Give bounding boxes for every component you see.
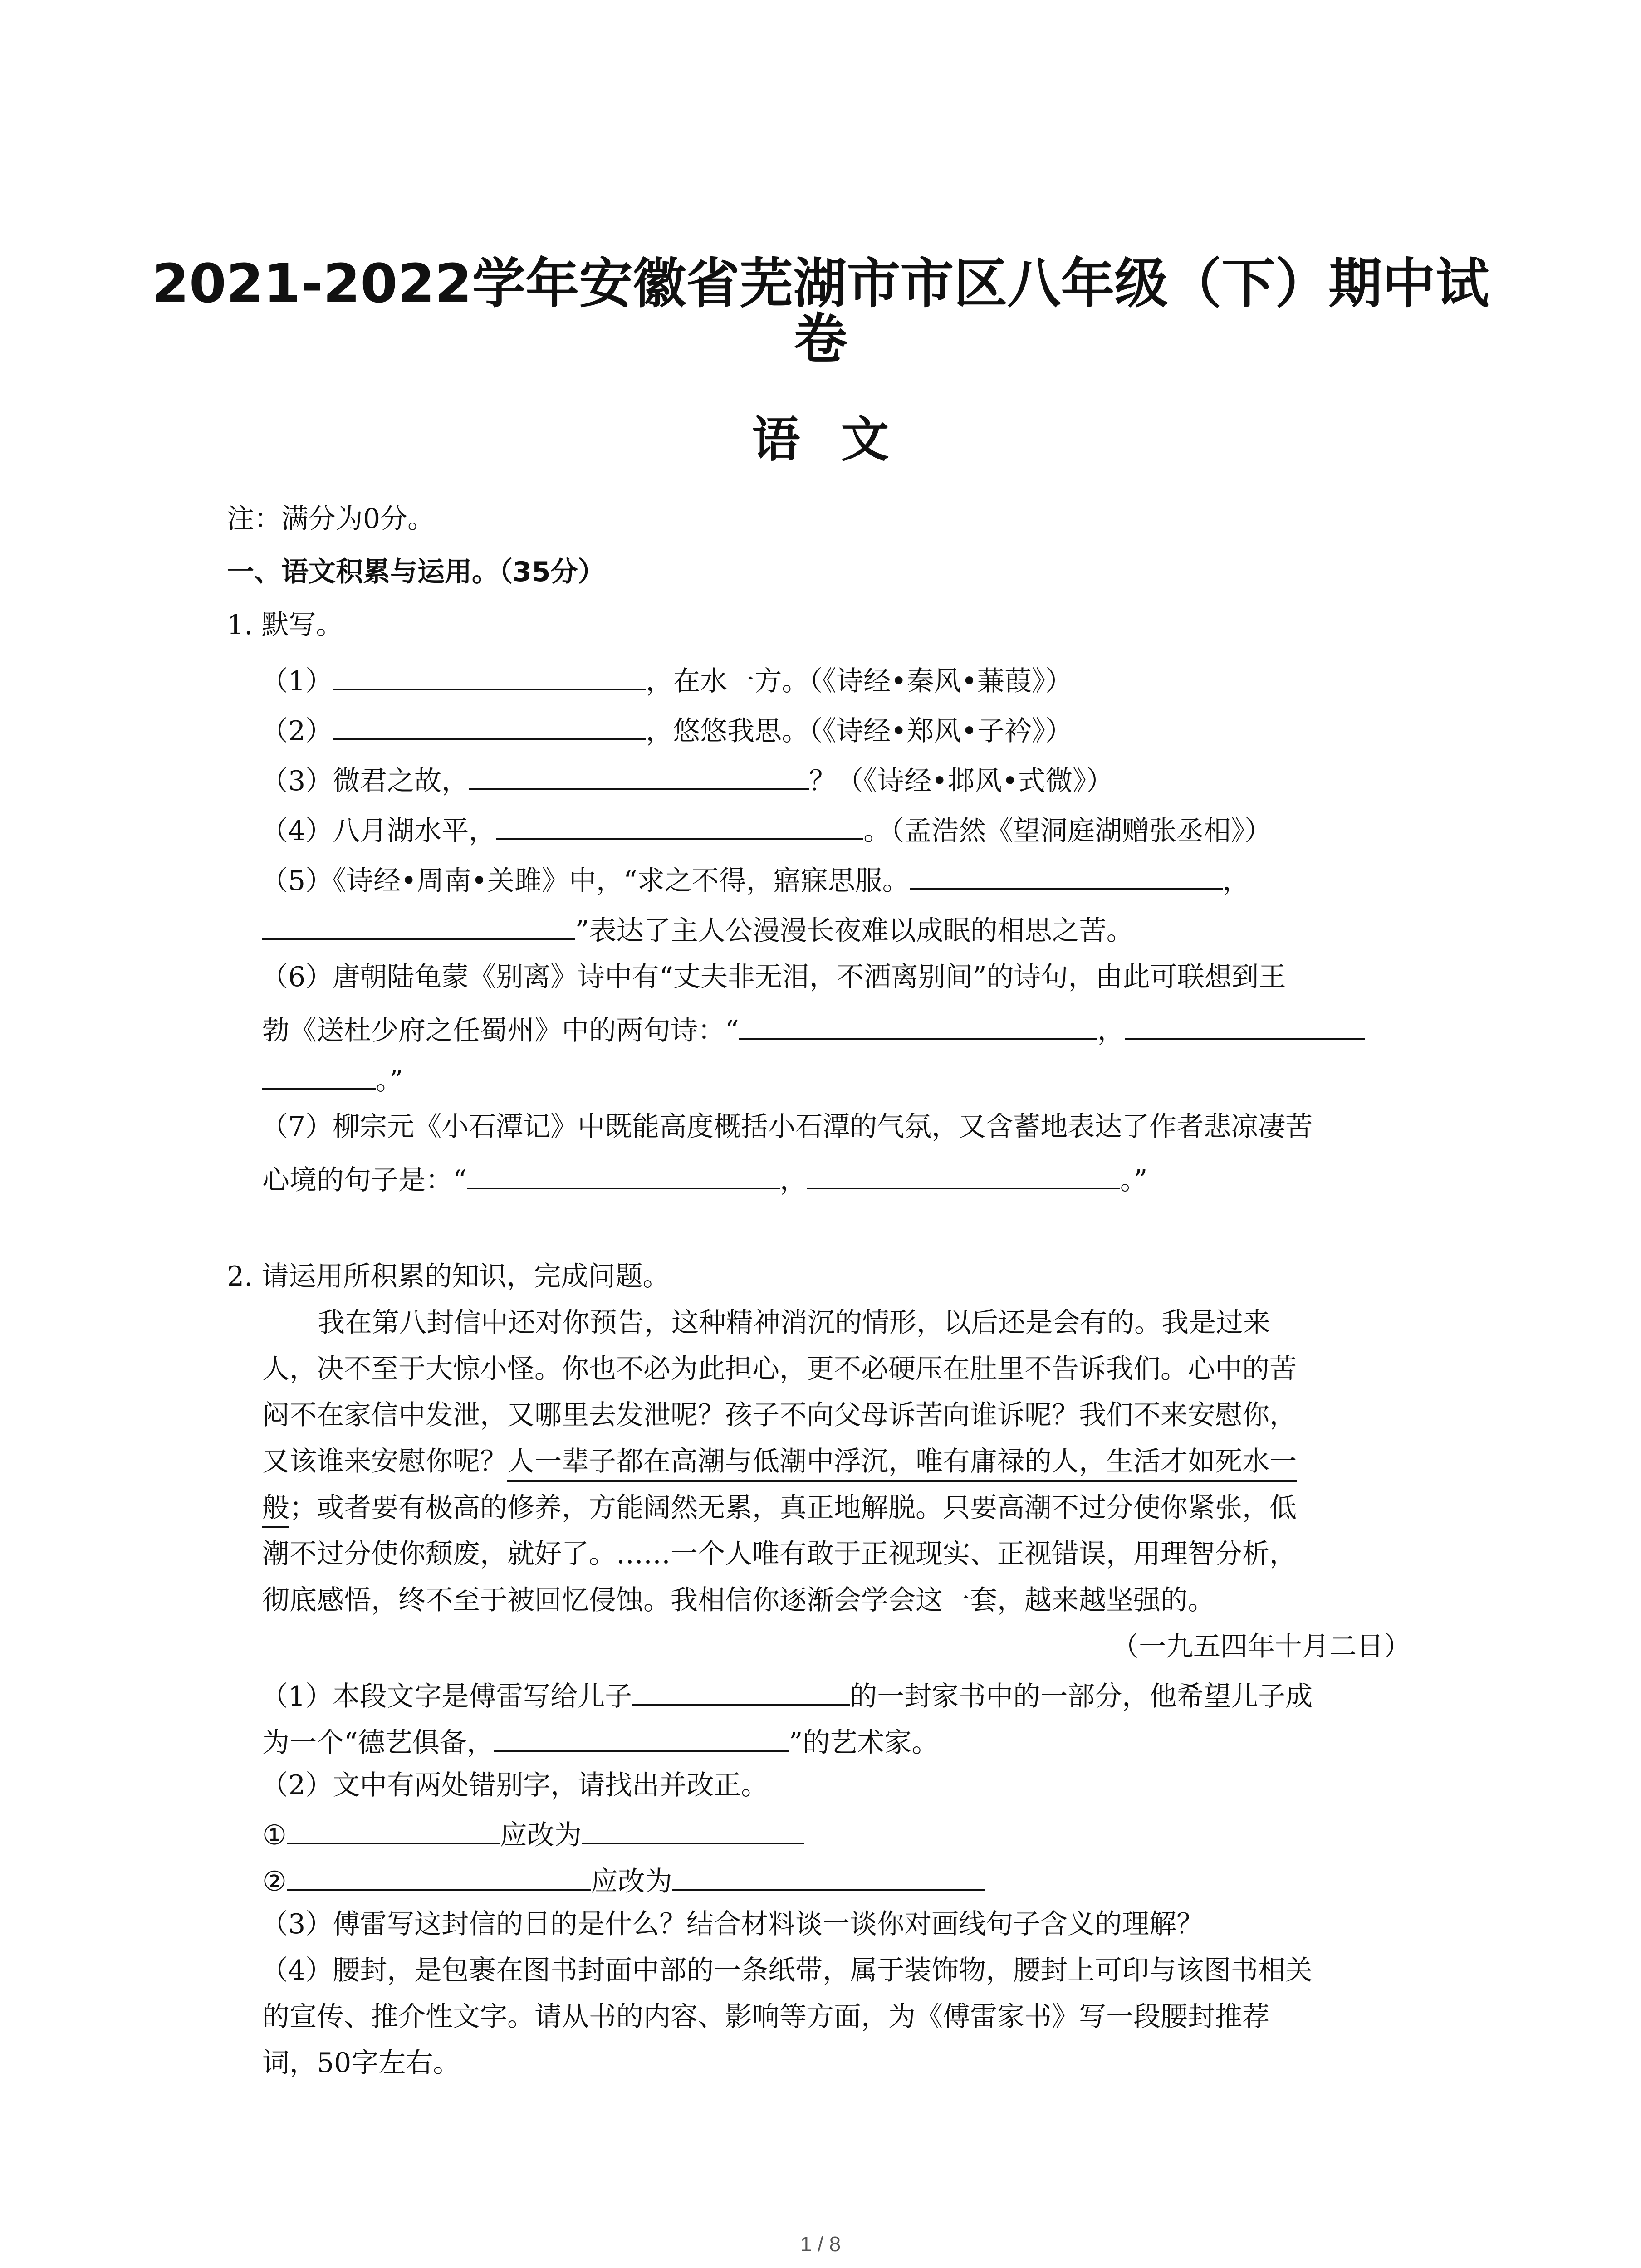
q1-item-7-line-2 <box>262 1160 1147 1197</box>
q2-sub-4-line-3: 词，50字左右。 <box>262 2047 460 2079</box>
q1-item-6-line-3 <box>262 1061 403 1097</box>
q1-item-4-prefix: （4）八月湖水平， <box>261 815 496 847</box>
q1-item-2 <box>261 711 1073 748</box>
q2-sub-1-line-1 <box>261 1677 1313 1713</box>
q2-sub-2-row-1-marker: ① <box>262 1819 287 1851</box>
q2-sub-1-blank-2[interactable] <box>494 1723 789 1752</box>
q1-item-4-blank[interactable] <box>496 811 863 840</box>
q1-item-1-blank[interactable] <box>333 661 646 690</box>
passage-line-4 <box>262 1445 1297 1478</box>
q1-item-7-blank-1[interactable] <box>467 1160 780 1189</box>
q1-item-5-prefix: （5）《诗经•周南•关雎》中，“求之不得，寤寐思服。 <box>261 865 910 897</box>
passage-line-4-plain: 又该谁来安慰你呢？ <box>262 1446 507 1477</box>
letter-date: （一九五四年十月二日） <box>1112 1631 1411 1662</box>
page-number: 1 / 8 <box>800 2232 841 2256</box>
q1-item-6-blank-2[interactable] <box>1125 1011 1365 1040</box>
q2-sub-2-correct-1-blank[interactable] <box>582 1815 804 1844</box>
q1-item-3 <box>261 761 1113 797</box>
q1-item-7-end: 。” <box>1120 1164 1148 1196</box>
q1-item-6-end: 。” <box>376 1065 403 1096</box>
q2-sub-2-wrong-1-blank[interactable] <box>287 1815 500 1844</box>
subject-heading: 语文 <box>752 412 930 468</box>
q1-item-6-line-1: （6）唐朝陆龟蒙《别离》诗中有“丈夫非无泪，不洒离别间”的诗句，由此可联想到王 <box>261 961 1286 993</box>
q2-sub-2-row-1-label: 应改为 <box>500 1819 582 1851</box>
q2-sub-1-middle: 的一封家书中的一部分，他希望儿子成 <box>850 1681 1313 1712</box>
q1-item-1-prefix: （1） <box>261 665 333 697</box>
passage-line-2: 人，决不至于大惊小怪。你也不必为此担心，更不必硬压在肚里不告诉我们。心中的苦 <box>262 1353 1297 1385</box>
q1-item-7-comma: ， <box>779 1164 807 1196</box>
underlined-sentence-part-1: 人一辈子都在高潮与低潮中浮沉，唯有庸禄的人，生活才如死水一 <box>507 1446 1297 1482</box>
q2-sub-2-row-1 <box>262 1815 804 1852</box>
section-1-heading: 一、语文积累与运用。（35分） <box>227 556 605 588</box>
q2-sub-4-line-1: （4）腰封，是包裹在图书封面中部的一条纸带，属于装饰物，腰封上可印与该图书相关 <box>261 1955 1313 1986</box>
q1-item-6-blank-1[interactable] <box>739 1011 1097 1040</box>
q1-item-4-suffix: 。（孟浩然《望洞庭湖赠张丞相》） <box>863 815 1272 847</box>
q1-item-6-comma: ， <box>1097 1015 1125 1046</box>
passage-line-5-plain: ；或者要有极高的修养，方能阔然无累，真正地解脱。只要高潮不过分使你紧张，低 <box>289 1492 1297 1524</box>
q2-sub-1-line-2 <box>262 1723 939 1759</box>
q2-sub-1-blank-1[interactable] <box>632 1677 850 1706</box>
q1-item-7-line-1: （7）柳宗元《小石潭记》中既能高度概括小石潭的气氛，又含蓄地表达了作者悲凉凄苦 <box>261 1111 1313 1143</box>
underlined-sentence-part-2: 般 <box>262 1492 289 1528</box>
q2-sub-2-row-2 <box>262 1862 985 1898</box>
q1-item-1 <box>261 661 1073 698</box>
q2-sub-1-line-2-prefix: 为一个“德艺俱备， <box>262 1727 494 1759</box>
q1-item-6-line-2 <box>262 1011 1365 1047</box>
q1-item-1-suffix: ，在水一方。（《诗经•秦风•蒹葭》） <box>646 665 1073 697</box>
q1-item-5-line-1 <box>261 861 1250 897</box>
q2-sub-3: （3）傅雷写这封信的目的是什么？结合材料谈一谈你对画线句子含义的理解？ <box>261 1908 1204 1940</box>
q2-stem: 2. 请运用所积累的知识，完成问题。 <box>227 1261 670 1292</box>
q1-item-3-suffix: ？（《诗经•邶风•式微》） <box>809 765 1113 797</box>
q2-sub-1-prefix: （1）本段文字是傅雷写给儿子 <box>261 1681 632 1712</box>
passage-line-7: 彻底感悟，终不至于被回忆侵蚀。我相信你逐渐会学会这一套，越来越坚强的。 <box>262 1584 1215 1616</box>
q1-stem: 1. 默写。 <box>227 609 343 641</box>
q2-sub-2-row-2-marker: ② <box>262 1866 287 1897</box>
passage-line-6: 潮不过分使你颓废，就好了。……一个人唯有敢于正视现实、正视错误，用理智分析， <box>262 1538 1297 1570</box>
q1-item-5-blank-1[interactable] <box>910 861 1223 890</box>
q1-item-7-blank-2[interactable] <box>807 1160 1120 1189</box>
q1-item-5-comma: ， <box>1222 865 1250 897</box>
q1-item-3-blank[interactable] <box>469 761 809 790</box>
q1-item-6-blank-2-cont[interactable] <box>262 1061 376 1090</box>
title-line-2: 卷 <box>794 308 847 370</box>
q1-item-6-line-2-prefix: 勃《送杜少府之任蜀州》中的两句诗：“ <box>262 1015 739 1046</box>
q1-item-5-blank-2[interactable] <box>262 911 575 940</box>
q1-item-4 <box>261 811 1272 847</box>
q2-sub-2-correct-2-blank[interactable] <box>672 1862 985 1891</box>
q1-item-2-suffix: ，悠悠我思。（《诗经•郑风•子衿》） <box>646 715 1073 747</box>
passage-line-1: 我在第八封信中还对你预告，这种精神消沉的情形，以后还是会有的。我是过来 <box>318 1307 1270 1339</box>
title-line-1: 2021-2022学年安徽省芜湖市市区八年级（下）期中试 <box>152 252 1489 315</box>
q2-sub-1-line-2-suffix: ”的艺术家。 <box>789 1727 939 1759</box>
q2-sub-2-row-2-label: 应改为 <box>590 1866 672 1897</box>
q1-item-7-line-2-prefix: 心境的句子是：“ <box>262 1164 467 1196</box>
q2-sub-2-stem: （2）文中有两处错别字，请找出并改正。 <box>261 1769 769 1801</box>
q2-sub-4-line-2: 的宣传、推介性文字。请从书的内容、影响等方面，为《傅雷家书》写一段腰封推荐 <box>262 2001 1269 2033</box>
passage-line-5 <box>262 1491 1297 1524</box>
q1-item-5-line-2 <box>262 911 1134 947</box>
q1-item-2-blank[interactable] <box>333 711 646 740</box>
q1-item-2-prefix: （2） <box>261 715 333 747</box>
q1-item-3-prefix: （3）微君之故， <box>261 765 469 797</box>
q2-sub-2-wrong-2-blank[interactable] <box>287 1862 591 1891</box>
passage-line-3: 闷不在家信中发泄，又哪里去发泄呢？孩子不向父母诉苦向谁诉呢？我们不来安慰你， <box>262 1399 1297 1431</box>
q1-item-5-suffix: ”表达了主人公漫漫长夜难以成眠的相思之苦。 <box>575 915 1134 947</box>
score-note: 注：满分为0分。 <box>227 503 435 535</box>
